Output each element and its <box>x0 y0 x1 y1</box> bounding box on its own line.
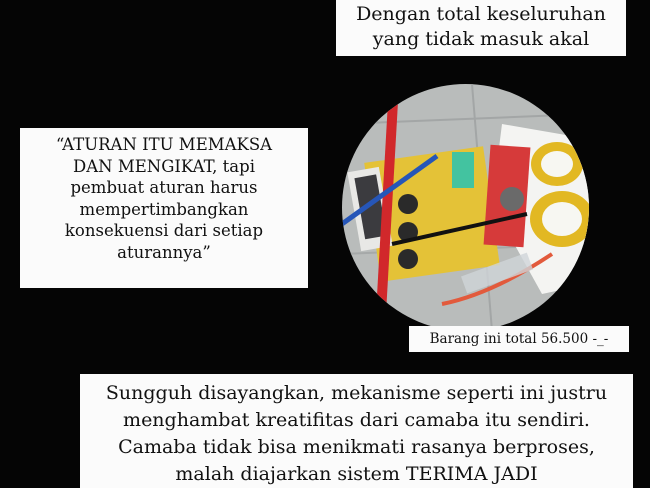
quote-line-1: “ATURAN ITU MEMAKSA <box>55 135 273 154</box>
top-caption-line-2: yang tidak masuk akal <box>372 28 590 50</box>
quote-line-5: konsekuensi dari setiap <box>64 221 264 240</box>
quote-line-2: DAN MENGIKAT, tapi <box>73 156 255 176</box>
bottom-line-4: malah diajarkan sistem TERIMA JADI <box>175 463 538 485</box>
quote-line-6: aturannya” <box>117 242 211 262</box>
quote-box <box>20 128 308 288</box>
bottom-line-2: menghambat kreatifitas dari camaba itu sendiri. <box>123 409 590 431</box>
bottom-line-3: Camaba tidak bisa menikmati rasanya berproses, <box>118 436 595 458</box>
quote-line-4: mempertimbangkan <box>79 199 249 219</box>
items-photo <box>342 84 589 331</box>
bottom-text-box <box>80 374 633 488</box>
top-caption-box <box>336 0 626 56</box>
photo-caption: Barang ini total 56.500 -_- <box>409 326 629 352</box>
quote-line-3: pembuat aturan harus <box>70 178 258 197</box>
top-caption-line-1: Dengan total keseluruhan <box>356 3 606 25</box>
bottom-line-1: Sungguh disayangkan, mekanisme seperti ini justru <box>105 382 608 404</box>
items-photo-illustration <box>342 84 589 331</box>
